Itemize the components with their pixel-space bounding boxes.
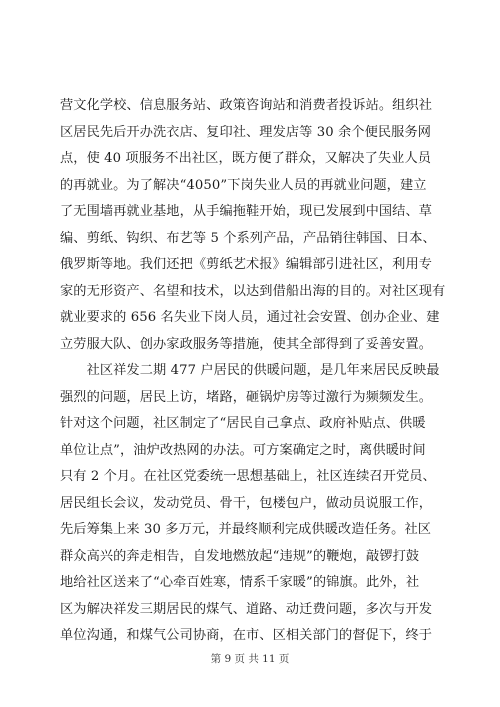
text-line: 单位让点”，油炉改热网的办法。可方案确定之时，离供暖时间 [60,442,426,458]
text-line: 地给社区送来了“心牵百姓寒，情系千家暖”的锦旗。此外，社 [60,575,420,590]
text-line: 区居民先后开办洗衣店、复印社、理发店等 30 余个便民服务网 [60,124,432,140]
text-line: 了无围墙再就业基地，从手编拖鞋开始，现已发展到中国结、草 [60,204,433,219]
text-line: 营文化学校、信息服务站、政策咨询站和消费者投诉站。组织社 [60,98,433,113]
text-line: 家的无形资产、名望和技术，以达到借船出海的目的。对社区现有 [60,283,446,299]
text-line: 先后筹集上来 30 多万元，并最终顺利完成供暖改造任务。社区 [60,522,432,537]
text-line: 立劳服大队、创办家政服务等措施，使其全部得到了妥善安置。 [60,336,433,352]
text-line: 点，使 40 项服务不出社区，既方便了群众，又解决了失业人员 [60,151,432,166]
body-text [60,93,455,650]
text-line: 编、剪纸、钩织、布艺等 5 个系列产品，产品销往韩国、日本、 [60,230,436,246]
text-line: 社区祥发二期 477 户居民的供暖问题，是几年来居民反映最 [60,363,440,378]
text-line: 居民组长会议，发动党员、骨干，包楼包户，做动员说服工作， [60,495,433,511]
page-footer [0,651,500,666]
text-line: 区为解决祥发三期居民的煤气、道路、动迁费问题，多次与开发 [60,601,433,617]
text-line: 只有 2 个月。在社区党委统一思想基础上，社区连续召开党员、 [60,469,436,484]
text-line: 群众高兴的奔走相告，自发地燃放起“违规”的鞭炮，敲锣打鼓 [60,548,420,564]
text-line: 针对这个问题，社区制定了“居民自己拿点、政府补贴点、供暖 [60,416,426,431]
text-line: 单位沟通，和煤气公司协商，在市、区相关部门的督促下，终于 [60,628,433,643]
text-line: 的再就业。为了解决“4050”下岗失业人员的再就业问题，建立 [60,177,427,193]
text-line: 俄罗斯等地。我们还把《剪纸艺术报》编辑部引进社区，利用专 [60,257,433,272]
text-line: 就业要求的 656 名失业下岗人员，通过社会安置、创办企业、建 [60,310,440,325]
text-line: 强烈的问题，居民上访，堵路，砸锅炉房等过激行为频频发生。 [60,389,433,405]
page-number: 第 9 页 共 11 页 [210,653,290,665]
